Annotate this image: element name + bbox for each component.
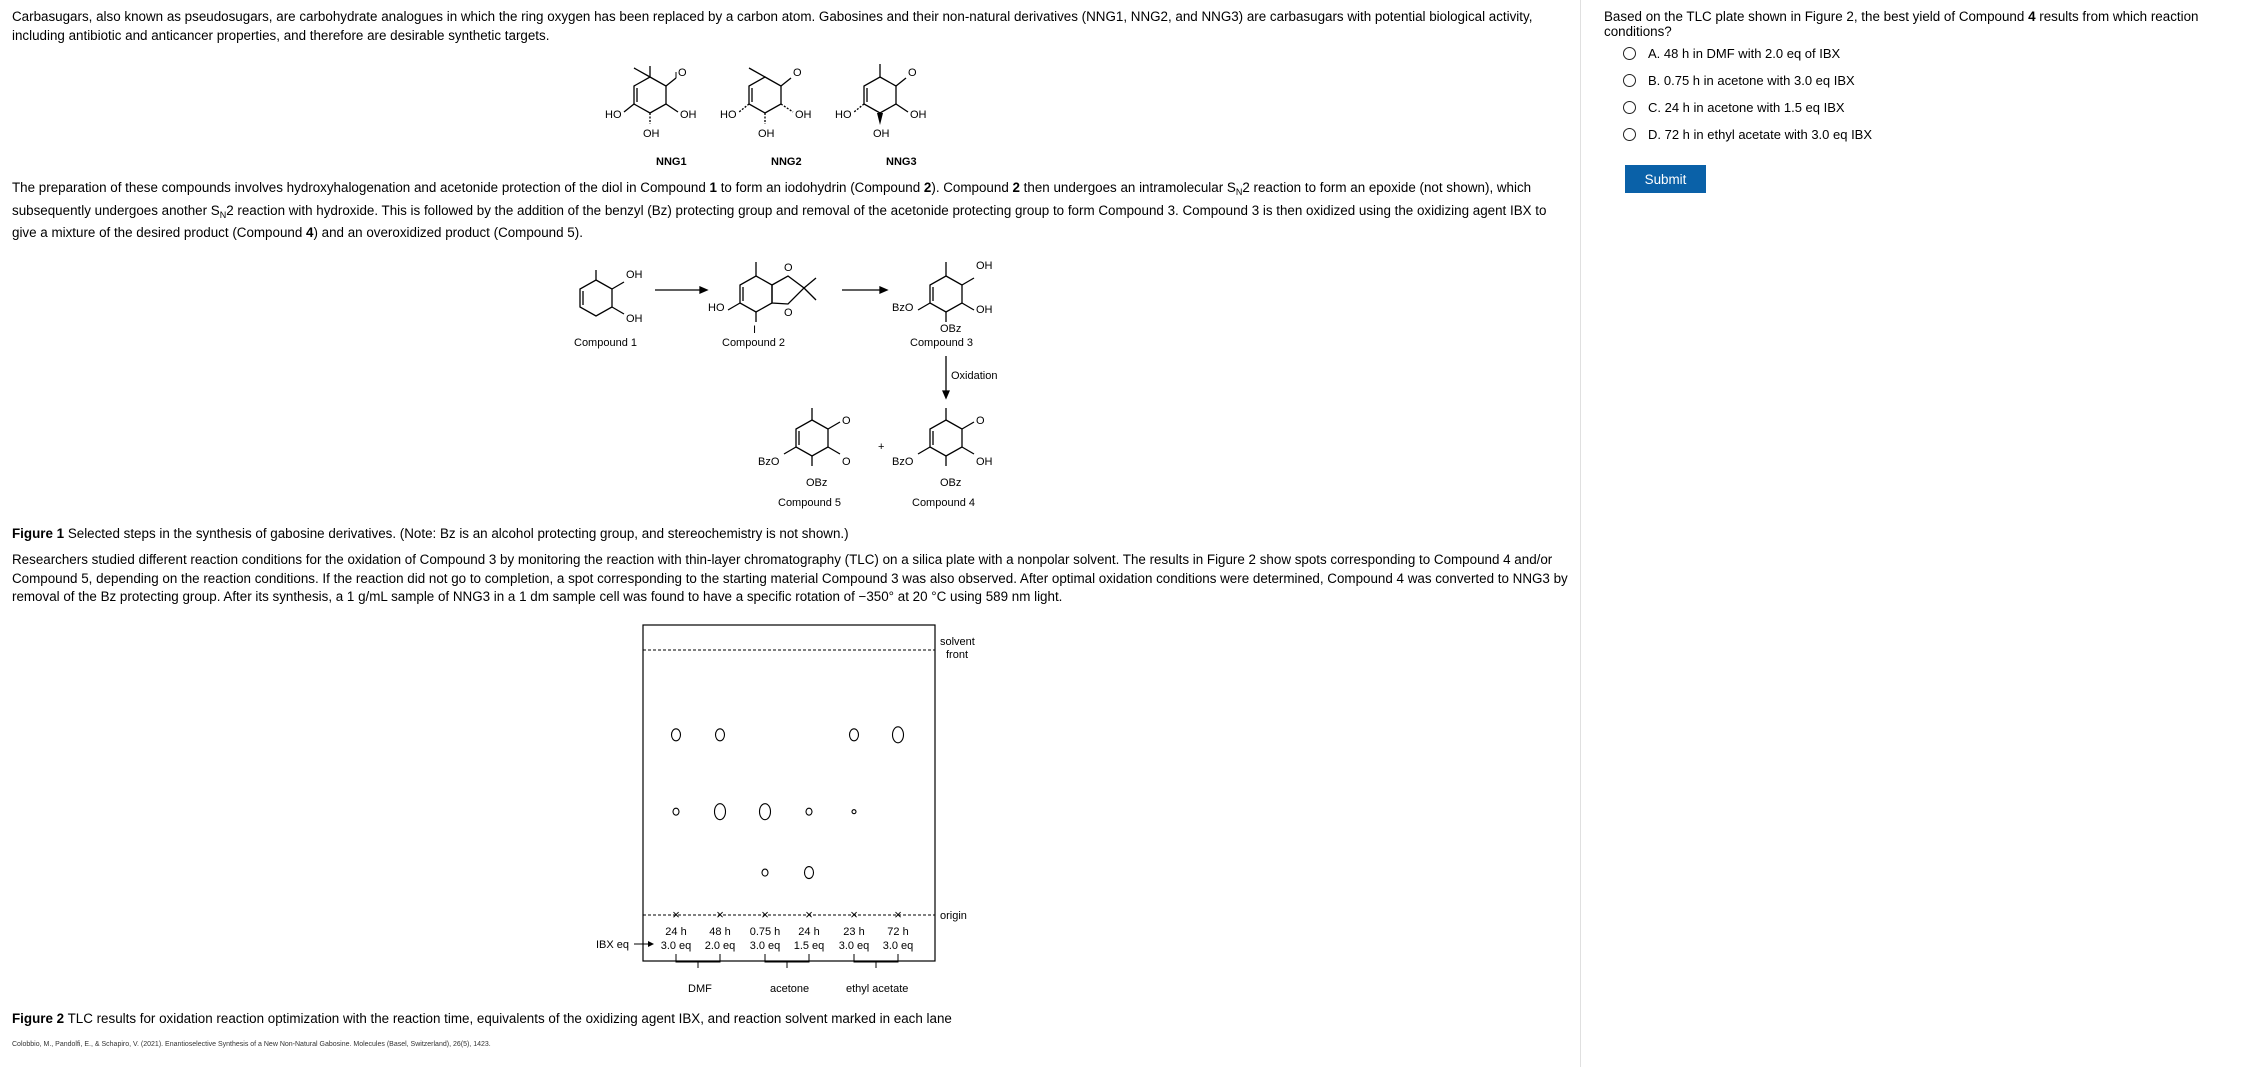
origin-mark: × (805, 907, 813, 922)
submit-button[interactable]: Submit (1625, 165, 1706, 193)
nng2-o: O (793, 67, 802, 79)
svg-text:O: O (976, 415, 985, 427)
origin-mark: × (894, 907, 902, 922)
svg-text:OBz: OBz (806, 477, 828, 489)
lane-equivalents: 3.0 eq (882, 940, 914, 952)
radio-c[interactable] (1623, 101, 1636, 114)
lane-equivalents: 1.5 eq (793, 940, 825, 952)
svg-text:OBz: OBz (940, 323, 962, 335)
lane-equivalents: 3.0 eq (660, 940, 692, 952)
origin-mark: × (672, 907, 680, 922)
research-paragraph: Researchers studied different reaction conditions for the oxidation of Compound 3 by monitoring the reaction with thin-layer chromatography (TLC) on a silica plate with a nonpolar solvent. The results in Figure 2 show spots corresponding to Compound 4 and/or Compound 5, depending on the reaction conditions. If the reaction did not go to completion, a spot corresponding to the starting material Compound 3 was also observed. After optimal oxidation conditions were determined, Compound 4 was converted to NNG3 by removal of the Bz protecting group. After its synthesis, a 1 g/mL sample of NNG3 in a 1 dm sample cell was found to have a specific rotation of −350° at 20 °C using 589 nm light. (12, 552, 1568, 604)
nng3-o: O (908, 67, 917, 79)
oxidation-label: Oxidation (951, 370, 998, 382)
solvent-acetone: acetone (770, 983, 810, 995)
lane-equivalents: 2.0 eq (704, 940, 736, 952)
svg-text:OH: OH (626, 313, 643, 325)
radio-d[interactable] (1623, 128, 1636, 141)
compound1-label: Compound 1 (574, 337, 637, 349)
synthesis-scheme (560, 248, 1020, 518)
svg-text:O: O (842, 456, 851, 468)
nng2-oh: OH (795, 109, 812, 121)
origin-mark: × (850, 907, 858, 922)
tlc-spot (805, 867, 814, 879)
tlc-plate (590, 622, 1010, 1002)
compound2-label: Compound 2 (722, 337, 785, 349)
lane-time: 24 h (665, 926, 687, 938)
lane-equivalents: 3.0 eq (838, 940, 870, 952)
preparation-paragraph: The preparation of these compounds involves hydroxyhalogenation and acetonide protection of the diol in Compound 1 to form an iodohydrin (Compound 2). Compound 2 then undergoes an intramolecular $S_N2$ reaction to form an epoxide (not shown), which subsequently undergoes another $S_N2$ reaction with hydroxide. This is followed by the addition of the benzyl (Bz) protecting group and removal of the acetonide protecting group to form Compound 3. Compound 3 is then oxidized using the oxidizing agent IBX to give a mixture of the desired product (Compound 4) and an overoxidized product (Compound 5). (12, 180, 1547, 240)
radio-a[interactable] (1623, 47, 1636, 60)
lane-time: 48 h (709, 926, 731, 938)
solvent-front-label-1: solvent (940, 636, 975, 648)
nng1-label: NNG1 (656, 156, 687, 168)
question-text: Based on the TLC plate shown in Figure 2, the best yield of Compound 4 results from which reaction conditions? (1604, 9, 2199, 39)
figure1-caption: Figure 1 Selected steps in the synthesis of gabosine derivatives. (Note: Bz is an alcohol protecting group, and stereochemistry is not shown.) (12, 526, 849, 541)
nng2-ho: HO (720, 109, 737, 121)
solvent-dmf: DMF (688, 983, 712, 995)
nng1-oh-bottom: OH (643, 128, 660, 140)
origin-mark: × (716, 907, 724, 922)
ibx-eq-label: IBX eq (596, 939, 630, 951)
svg-text:OH: OH (626, 269, 643, 281)
svg-text:O: O (842, 415, 851, 427)
svg-text:HO: HO (708, 302, 725, 314)
svg-text:O: O (784, 307, 793, 319)
solvent-front-label-2: front (946, 649, 969, 661)
lane-time: 0.75 h (749, 926, 781, 938)
lane-time: 24 h (798, 926, 820, 938)
lane-equivalents: 3.0 eq (749, 940, 781, 952)
nng3-ho: HO (835, 109, 852, 121)
svg-text:OH: OH (976, 456, 993, 468)
svg-text:OH: OH (976, 260, 993, 272)
svg-text:BzO: BzO (892, 302, 914, 314)
compound4-label: Compound 4 (912, 497, 975, 509)
intro-paragraph: Carbasugars, also known as pseudosugars, are carbohydrate analogues in which the ring oxygen has been replaced by a carbon atom. Gabosines and their non-natural derivatives (NNG1, NNG2, and NNG3) are carbasugars with potential biological activity, including antibiotic and anticancer properties, and therefore are desirable synthetic targets. (12, 9, 1533, 43)
tlc-spot (760, 804, 771, 820)
question-panel (1581, 0, 2253, 1067)
nng1-oh: OH (680, 109, 697, 121)
tlc-spot (672, 729, 681, 741)
origin-label: origin (940, 910, 967, 922)
compound3-label: Compound 3 (910, 337, 973, 349)
svg-text:OH: OH (976, 304, 993, 316)
tlc-spot (673, 808, 679, 815)
lane-time: 72 h (887, 926, 909, 938)
nng2-oh-bottom: OH (758, 128, 775, 140)
radio-b[interactable] (1623, 74, 1636, 87)
tlc-spot (852, 810, 856, 814)
tlc-spot (850, 729, 859, 741)
compound5-label: Compound 5 (778, 497, 841, 509)
tlc-spot (715, 804, 726, 820)
lane-time: 23 h (843, 926, 865, 938)
option-d[interactable]: D. 72 h in ethyl acetate with 3.0 eq IBX (1623, 127, 1872, 142)
tlc-spot (762, 869, 768, 876)
svg-text:BzO: BzO (758, 456, 780, 468)
option-c[interactable]: C. 24 h in acetone with 1.5 eq IBX (1623, 100, 1845, 115)
nng3-oh: OH (910, 109, 927, 121)
nng-structures (590, 52, 1010, 172)
solvent-ethyl-acetate: ethyl acetate (846, 983, 909, 995)
figure2-caption: Figure 2 TLC results for oxidation reaction optimization with the reaction time, equivalents of the oxidizing agent IBX, and reaction solvent marked in each lane (12, 1011, 952, 1026)
svg-text:O: O (784, 262, 793, 274)
svg-text:I: I (753, 324, 757, 336)
option-a[interactable]: A. 48 h in DMF with 2.0 eq of IBX (1623, 46, 1840, 61)
citation: Colobbio, M., Pandolfi, E., & Schapiro, V. (2021). Enantioselective Synthesis of a New Non-Natural Gabosine. Molecules (Basel, Switzerland), 26(5), 1423. (12, 1041, 491, 1048)
nng3-oh-bottom: OH (873, 128, 890, 140)
nng1-ho: HO (605, 109, 622, 121)
origin-mark: × (761, 907, 769, 922)
tlc-spot (806, 808, 812, 815)
svg-text:OBz: OBz (940, 477, 962, 489)
nng3-label: NNG3 (886, 156, 917, 168)
nng2-label: NNG2 (771, 156, 802, 168)
nng1-o: O (678, 67, 687, 79)
svg-text:BzO: BzO (892, 456, 914, 468)
tlc-spot (716, 729, 725, 741)
svg-text:+: + (878, 441, 885, 453)
option-b[interactable]: B. 0.75 h in acetone with 3.0 eq IBX (1623, 73, 1855, 88)
tlc-spot (893, 727, 904, 743)
